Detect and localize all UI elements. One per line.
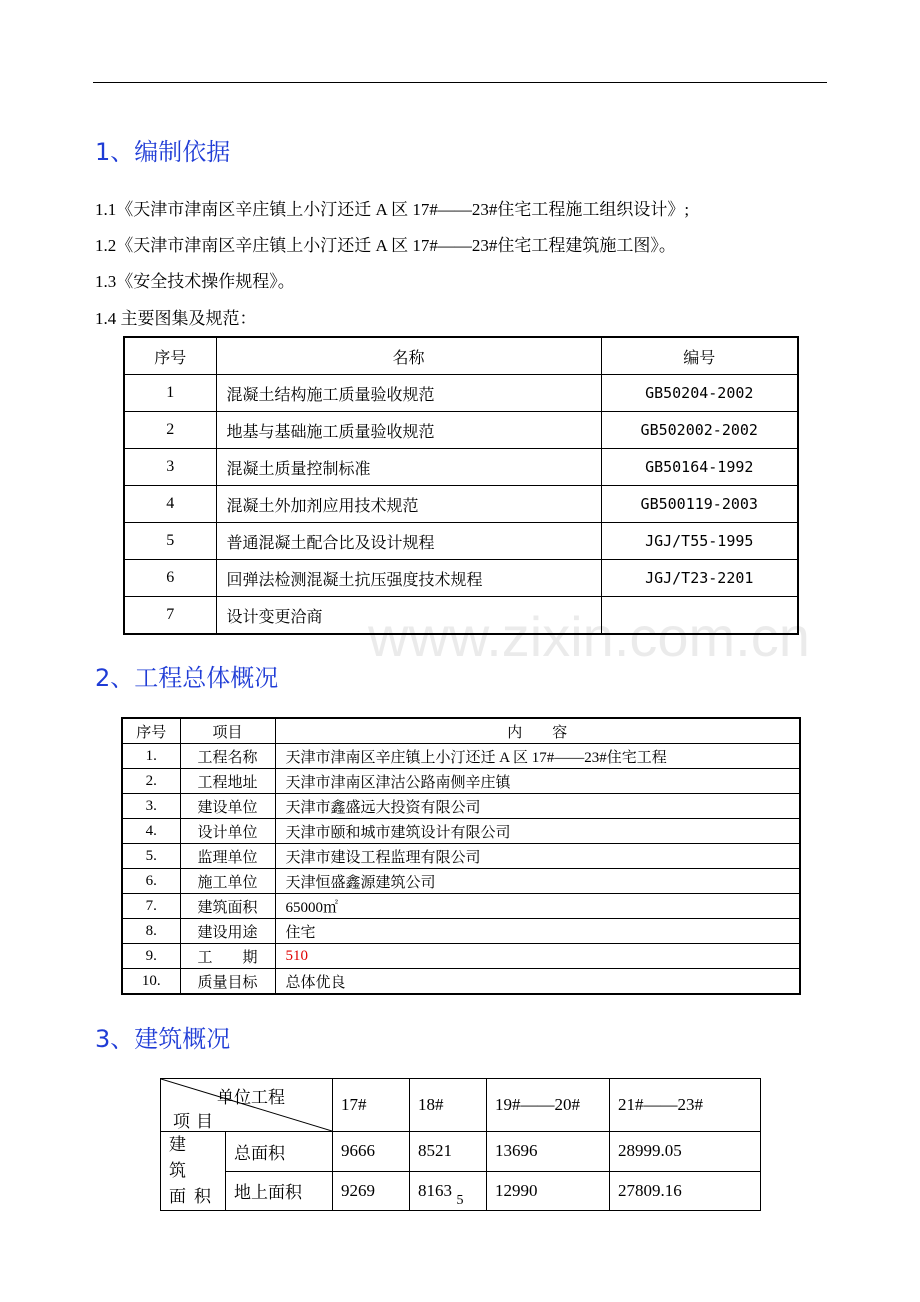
cell-code: GB50204-2002 xyxy=(601,375,798,412)
basis-line-3: 1.3《安全技术操作规程》。 xyxy=(95,272,295,291)
building-overview-table xyxy=(160,1078,761,1211)
cell-code: JGJ/T23-2201 xyxy=(601,560,798,597)
table-row xyxy=(122,969,800,995)
cell-name: 设计变更洽商 xyxy=(216,597,601,635)
cell-value: 13696 xyxy=(487,1132,610,1172)
cell-seq: 6 xyxy=(124,560,216,597)
table-row xyxy=(161,1132,761,1172)
cell-seq: 3 xyxy=(124,449,216,486)
table-row xyxy=(124,449,798,486)
cell-seq: 9. xyxy=(122,944,180,969)
standards-table xyxy=(123,336,799,635)
header-seq: 序号 xyxy=(122,718,180,744)
cell-content: 总体优良 xyxy=(275,969,800,995)
header-name: 名称 xyxy=(216,337,601,375)
cell-content: 天津恒盛鑫源建筑公司 xyxy=(275,869,800,894)
cell-item: 设计单位 xyxy=(180,819,275,844)
cell-name: 混凝土结构施工质量验收规范 xyxy=(216,375,601,412)
header-content: 内 容 xyxy=(275,718,800,744)
column-header: 21#——23# xyxy=(610,1079,761,1132)
cell-value: 27809.16 xyxy=(610,1171,761,1211)
cell-item: 工程地址 xyxy=(180,769,275,794)
cell-content: 天津市津南区津沽公路南侧辛庄镇 xyxy=(275,769,800,794)
cell-code: GB50164-1992 xyxy=(601,449,798,486)
cell-seq: 10. xyxy=(122,969,180,995)
cell-item: 建设用途 xyxy=(180,919,275,944)
basis-line-4: 1.4 主要图集及规范： xyxy=(95,309,257,328)
column-header: 17# xyxy=(333,1079,410,1132)
header-code: 编号 xyxy=(601,337,798,375)
table-header-row xyxy=(122,718,800,744)
table-row xyxy=(124,486,798,523)
table-row xyxy=(122,894,800,919)
cell-seq: 8. xyxy=(122,919,180,944)
cell-seq: 7 xyxy=(124,597,216,635)
cell-value: 28999.05 xyxy=(610,1132,761,1172)
basis-line-1: 1.1《天津市津南区辛庄镇上小汀还迁 A 区 17#——23#住宅工程施工组织设计》; xyxy=(95,200,690,219)
cell-item: 建筑面积 xyxy=(180,894,275,919)
header-item: 项目 xyxy=(180,718,275,744)
cell-item: 工程名称 xyxy=(180,744,275,769)
cell-name: 回弹法检测混凝土抗压强度技术规程 xyxy=(216,560,601,597)
cell-item: 工 期 xyxy=(180,944,275,969)
cell-item: 监理单位 xyxy=(180,844,275,869)
row-label: 地上面积 xyxy=(226,1171,333,1211)
cell-content: 天津市鑫盛远大投资有限公司 xyxy=(275,794,800,819)
section-1-heading: 1、编制依据 xyxy=(95,138,231,166)
table-row xyxy=(124,412,798,449)
project-overview-table xyxy=(121,717,801,995)
table-row xyxy=(122,794,800,819)
column-header: 19#——20# xyxy=(487,1079,610,1132)
table-header-row xyxy=(124,337,798,375)
cell-item: 质量目标 xyxy=(180,969,275,995)
basis-line-2: 1.2《天津市津南区辛庄镇上小汀还迁 A 区 17#——23#住宅工程建筑施工图》。 xyxy=(95,236,676,255)
cell-value: 12990 xyxy=(487,1171,610,1211)
cell-content: 天津市津南区辛庄镇上小汀还迁 A 区 17#——23#住宅工程 xyxy=(275,744,800,769)
table-row xyxy=(122,744,800,769)
cell-code: GB502002-2002 xyxy=(601,412,798,449)
watermark: www.zixin.com.cn xyxy=(368,605,810,668)
table-row xyxy=(124,523,798,560)
cell-content-highlight: 510 xyxy=(275,944,800,969)
cell-content: 65000㎡ xyxy=(275,894,800,919)
cell-seq: 6. xyxy=(122,869,180,894)
cell-code: GB500119-2003 xyxy=(601,486,798,523)
section-3-heading: 3、建筑概况 xyxy=(95,1025,231,1053)
cell-seq: 4. xyxy=(122,819,180,844)
table-row xyxy=(122,819,800,844)
cell-name: 地基与基础施工质量验收规范 xyxy=(216,412,601,449)
cell-value: 8521 xyxy=(410,1132,487,1172)
cell-content: 住宅 xyxy=(275,919,800,944)
header-rule xyxy=(93,82,827,83)
cell-seq: 2 xyxy=(124,412,216,449)
header-seq: 序号 xyxy=(124,337,216,375)
cell-item: 施工单位 xyxy=(180,869,275,894)
cell-seq: 3. xyxy=(122,794,180,819)
corner-label-unit: 单位工程 xyxy=(217,1088,285,1107)
cell-name: 混凝土外加剂应用技术规范 xyxy=(216,486,601,523)
table-row xyxy=(124,560,798,597)
cell-seq: 4 xyxy=(124,486,216,523)
group-label-line-1: 建 筑 xyxy=(169,1135,194,1180)
cell-seq: 2. xyxy=(122,769,180,794)
table-row xyxy=(124,375,798,412)
section-2-heading: 2、工程总体概况 xyxy=(95,664,279,692)
group-label-line-2: 面积 xyxy=(169,1187,219,1206)
row-label: 总面积 xyxy=(226,1132,333,1172)
cell-seq: 1 xyxy=(124,375,216,412)
cell-value: 9269 xyxy=(333,1171,410,1211)
cell-name: 混凝土质量控制标准 xyxy=(216,449,601,486)
cell-item: 建设单位 xyxy=(180,794,275,819)
cell-seq: 7. xyxy=(122,894,180,919)
cell-name: 普通混凝土配合比及设计规程 xyxy=(216,523,601,560)
cell-content: 天津市建设工程监理有限公司 xyxy=(275,844,800,869)
table-row xyxy=(122,944,800,969)
page-number: 5 xyxy=(456,1193,464,1208)
cell-value: 9666 xyxy=(333,1132,410,1172)
table-row xyxy=(122,919,800,944)
column-header: 18# xyxy=(410,1079,487,1132)
cell-seq: 1. xyxy=(122,744,180,769)
table-row xyxy=(122,869,800,894)
corner-label-item: 项目 xyxy=(173,1112,219,1131)
cell-code: JGJ/T55-1995 xyxy=(601,523,798,560)
table-row xyxy=(122,844,800,869)
cell-content: 天津市颐和城市建筑设计有限公司 xyxy=(275,819,800,844)
cell-seq: 5 xyxy=(124,523,216,560)
cell-value: 8163 xyxy=(410,1171,487,1211)
table-header-row xyxy=(161,1079,761,1132)
diagonal-header-cell xyxy=(161,1079,333,1132)
cell-seq: 5. xyxy=(122,844,180,869)
table-row xyxy=(122,769,800,794)
